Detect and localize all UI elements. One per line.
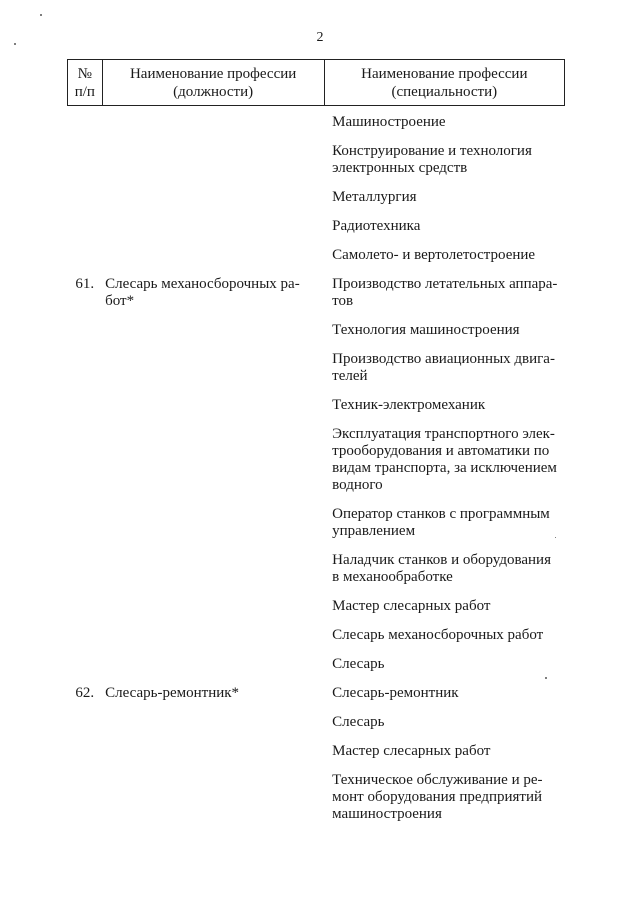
profession-name: Слесарь механосборочных ра- бот* <box>105 276 300 309</box>
specialty-item: Конструирование и технология электронных средств <box>332 143 532 176</box>
header-profession: Наименование профессии (должности) <box>102 60 324 106</box>
specialty-item: Слесарь <box>332 656 385 672</box>
table-row <box>68 685 565 835</box>
row-number: 61. <box>75 276 95 292</box>
page-number: 2 <box>316 30 324 45</box>
specialty-list <box>332 276 564 673</box>
specialty-cell <box>324 276 564 685</box>
table-header-row <box>68 60 565 106</box>
specialty-item: Техник-электромеханик <box>332 397 486 413</box>
specialty-item: Производство летательных аппара- тов <box>332 276 558 309</box>
profession-name: Слесарь-ремонтник* <box>105 685 240 701</box>
row-number: 62. <box>75 685 95 701</box>
header-number: № п/п <box>68 60 103 106</box>
specialty-item: Мастер слесарных работ <box>332 743 491 759</box>
specialty-item: Технология машиностроения <box>332 322 520 338</box>
table-body <box>68 106 565 836</box>
specialty-item: Мастер слесарных работ <box>332 598 491 614</box>
row-number <box>68 106 103 277</box>
specialty-item: Машиностроение <box>332 114 446 130</box>
specialty-item: Производство авиационных двига- телей <box>332 351 555 384</box>
profession-name <box>102 106 324 277</box>
scan-speck <box>555 537 556 538</box>
professions-table <box>67 59 565 835</box>
specialty-list <box>332 685 564 823</box>
specialty-item: Техническое обслуживание и ре- монт оборудования предприятий машиностроения <box>332 772 543 822</box>
specialty-item: Слесарь механосборочных работ <box>332 627 544 643</box>
specialty-item: Эксплуатация транспортного элек- трооборудования и автоматики по видам транспорта, за исключением водного <box>332 426 557 493</box>
specialty-list <box>332 114 564 264</box>
specialty-cell <box>324 106 564 277</box>
table-row <box>68 276 565 685</box>
scan-speck <box>40 14 42 16</box>
header-specialty: Наименование профессии (специальности) <box>324 60 564 106</box>
specialty-item: Оператор станков с программным управлением <box>332 506 550 539</box>
specialty-item: Слесарь-ремонтник <box>332 685 459 701</box>
specialty-item: Самолето- и вертолетостроение <box>332 247 536 263</box>
specialty-cell <box>324 685 564 835</box>
specialty-item: Радиотехника <box>332 218 421 234</box>
table-row <box>68 106 565 277</box>
specialty-item: Наладчик станков и оборудования в механообработке <box>332 552 551 585</box>
scan-speck <box>14 43 16 45</box>
specialty-item: Слесарь <box>332 714 385 730</box>
scan-speck <box>545 677 547 679</box>
specialty-item: Металлургия <box>332 189 417 205</box>
